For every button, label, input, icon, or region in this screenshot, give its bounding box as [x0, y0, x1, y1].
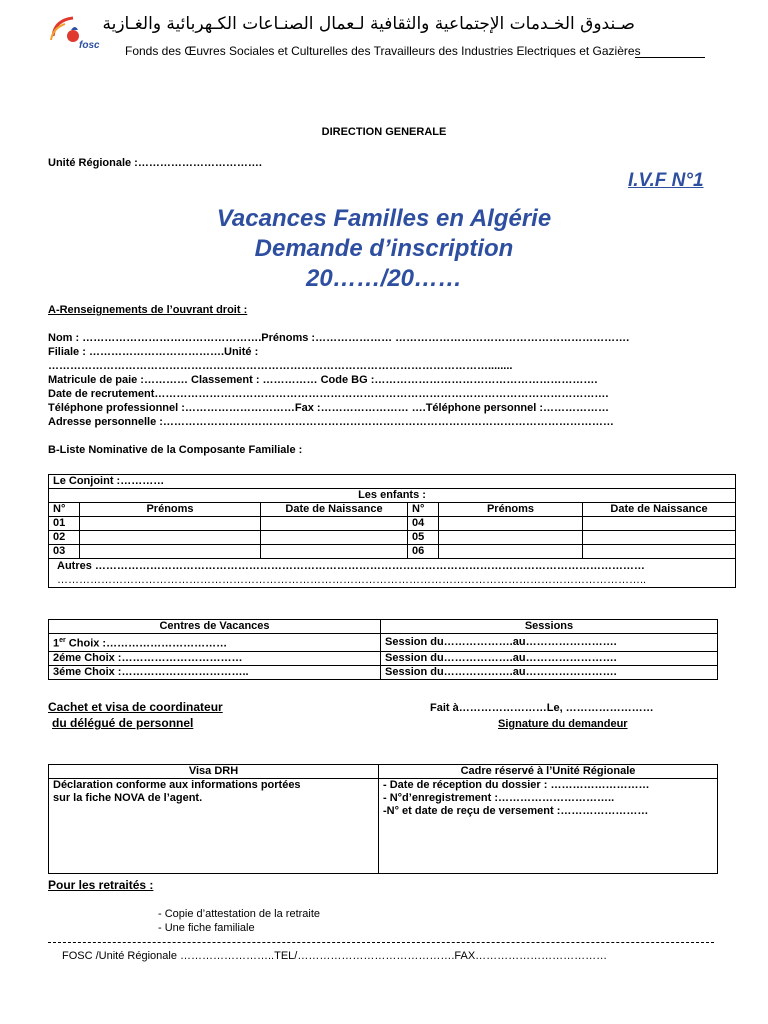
choix-cell[interactable]: 2éme Choix :……………………………: [49, 651, 381, 665]
unite-continuation: …………………………………………………………………………………………………………........: [48, 360, 513, 372]
fait-a-field: Fait à……………………Le, ……………………: [430, 702, 654, 714]
col-centres: Centres de Vacances: [49, 620, 381, 634]
col-date-right: Date de Naissance: [583, 503, 736, 517]
section-a-heading: A-Renseignements de l’ouvrant droit :: [48, 304, 248, 316]
col-num-right: N°: [408, 503, 439, 517]
versement-field: -N° et date de reçu de versement :……………………: [383, 805, 649, 817]
row-num: 01: [49, 517, 80, 531]
table-row: [49, 531, 736, 545]
prenom-cell[interactable]: [439, 531, 583, 545]
choix-cell[interactable]: 3éme Choix :……………………………..: [49, 665, 381, 679]
row-num: 05: [408, 531, 439, 545]
date-cell[interactable]: [583, 531, 736, 545]
telephone-field: Téléphone professionnel :…………………………Fax :…………………… ….Téléphone personnel :………………: [48, 402, 610, 414]
col-cadre-ur: Cadre réservé à l’Unité Régionale: [379, 765, 718, 779]
cachet-label: Cachet et visa de coordinateur: [48, 700, 223, 714]
prenom-cell[interactable]: [80, 531, 261, 545]
filiale-unite-field: Filiale : ……………………………….Unité :: [48, 346, 259, 358]
date-cell[interactable]: [261, 531, 408, 545]
cadre-ur-cell: [379, 779, 718, 874]
form-title: Vacances Familles en Algérie: [216, 205, 552, 232]
enregistrement-field: - N°d’enregistrement :…………………………..: [383, 792, 615, 804]
table-row: [49, 665, 718, 679]
choix-cell[interactable]: 1er Choix :……………………………: [49, 634, 381, 652]
session-cell[interactable]: Session du……………….au…………………….: [381, 665, 718, 679]
drh-text: Déclaration conforme aux informations portées: [53, 779, 301, 791]
col-sessions: Sessions: [381, 620, 718, 634]
date-recrutement-field: Date de recrutement…………………………………………………………………………………………………………….: [48, 388, 609, 400]
prenom-cell[interactable]: [439, 545, 583, 559]
visa-drh-cell: [49, 779, 379, 874]
table-row: [49, 634, 718, 652]
autres-row: [49, 559, 736, 588]
adresse-field: Adresse personnelle :……………………………………………………………………………………………………………: [48, 416, 614, 428]
svg-text:fosc: fosc: [79, 40, 100, 50]
form-code: I.V.F N°1: [628, 170, 704, 191]
col-date-left: Date de Naissance: [261, 503, 408, 517]
centres-table: [48, 619, 718, 680]
date-cell[interactable]: [583, 545, 736, 559]
row-num: 06: [408, 545, 439, 559]
autres-line-2: ……………………………………………………………………………………………………………………………………………..: [57, 574, 647, 586]
retraite-item: - Une fiche familiale: [158, 922, 255, 934]
french-title: Fonds des Œuvres Sociales et Culturelles des Travailleurs des Industries Electriques et Gazières: [125, 44, 641, 58]
col-visa-drh: Visa DRH: [49, 765, 379, 779]
retraite-item: - Copie d’attestation de la retraite: [158, 908, 321, 920]
matricule-field: Matricule de paie :………… Classement : …………… Code BG :…………………………………………………….: [48, 374, 598, 386]
nom-prenoms-field: Nom : ………………………………………….Prénoms :………………… ……………………………………………………….: [48, 332, 630, 344]
autres-line: Autres ……………………………………………………………………………………………………………………………………: [57, 560, 645, 572]
direction-generale: DIRECTION GENERALE: [321, 126, 447, 138]
footer-contact: FOSC /Unité Régionale ……………………..TEL/…………………………………….FAX………………………………: [62, 950, 608, 962]
drh-text-2: sur la fiche NOVA de l’agent.: [53, 792, 203, 804]
unite-regionale-field: Unité Régionale :…………………………….: [48, 157, 262, 169]
col-num-left: N°: [49, 503, 80, 517]
delegue-label: du délégué de personnel: [52, 716, 194, 730]
prenom-cell[interactable]: [80, 517, 261, 531]
form-subtitle: Demande d’inscription: [254, 235, 514, 262]
retraites-heading: Pour les retraités :: [48, 878, 154, 892]
table-row: [49, 545, 736, 559]
header-underline: [635, 57, 705, 58]
col-prenoms-left: Prénoms: [80, 503, 261, 517]
footer-divider: [48, 942, 714, 943]
signature-label: Signature du demandeur: [498, 718, 628, 730]
row-num: 03: [49, 545, 80, 559]
date-cell[interactable]: [261, 545, 408, 559]
table-row: [49, 651, 718, 665]
enfants-header: Les enfants :: [49, 489, 736, 503]
arabic-title: صـندوق الخـدمات الإجتماعية والثقافية لـعمال الصنـاعات الكـهربائية والغـازية: [102, 14, 635, 34]
row-num: 04: [408, 517, 439, 531]
prenom-cell[interactable]: [439, 517, 583, 531]
date-cell[interactable]: [583, 517, 736, 531]
row-num: 02: [49, 531, 80, 545]
col-prenoms-right: Prénoms: [439, 503, 583, 517]
fosc-logo: [45, 14, 107, 50]
session-cell[interactable]: Session du……………….au…………………….: [381, 634, 718, 652]
section-b-heading: B-Liste Nominative de la Composante Familiale :: [48, 444, 303, 456]
reception-field: - Date de réception du dossier : ………………………: [383, 779, 650, 791]
prenom-cell[interactable]: [80, 545, 261, 559]
visa-table: [48, 764, 718, 874]
date-cell[interactable]: [261, 517, 408, 531]
form-year: 20……/20……: [305, 265, 463, 292]
conjoint-row: Le Conjoint :…………: [49, 475, 736, 489]
session-cell[interactable]: Session du……………….au…………………….: [381, 651, 718, 665]
family-table: [48, 474, 736, 588]
table-row: [49, 517, 736, 531]
